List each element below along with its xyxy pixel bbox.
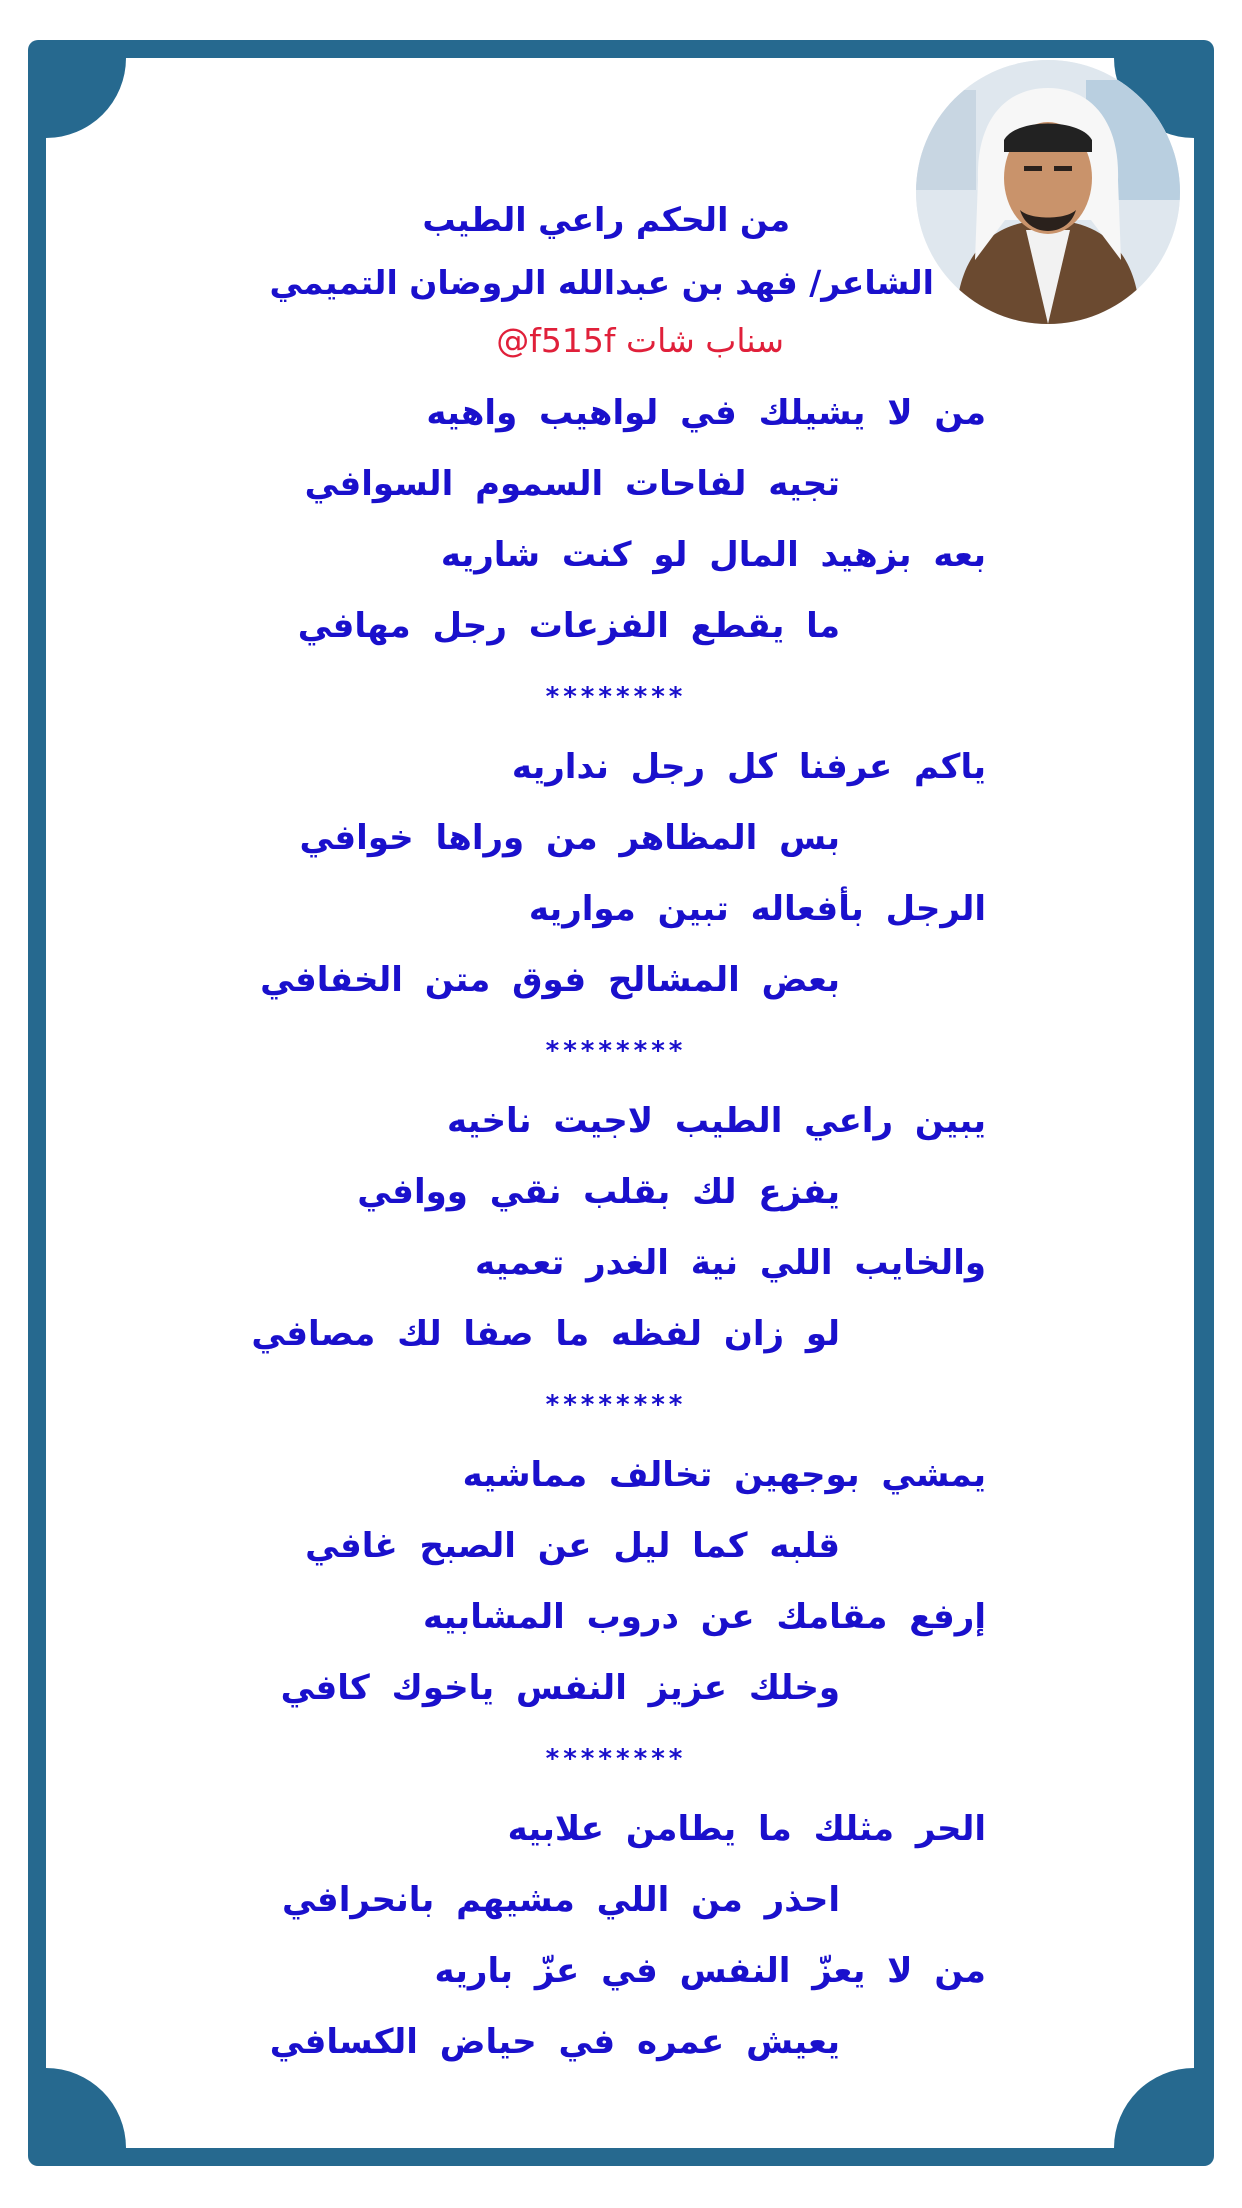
verse-line: والخايب اللي نية الغدر تعميه bbox=[475, 1243, 986, 1283]
verse-line: يمشي بوجهين تخالف مماشيه bbox=[462, 1455, 986, 1495]
stanza-separator bbox=[0, 667, 1242, 737]
verse-line: إرفع مقامك عن دروب المشابيه bbox=[422, 1597, 986, 1637]
verse-line: بعض المشالح فوق متن الخفافي bbox=[260, 960, 840, 1000]
verse-line: يبين راعي الطيب لاجيت ناخيه bbox=[447, 1101, 986, 1141]
stanza-separator bbox=[0, 1375, 1242, 1445]
verse-line: وخلك عزيز النفس ياخوك كافي bbox=[280, 1668, 840, 1708]
poem-title: من الحكم راعي الطيب bbox=[422, 200, 790, 239]
verse-line: ما يقطع الفزعات رجل مهافي bbox=[297, 606, 840, 646]
verse-line: لو زان لفظه ما صفا لك مصافي bbox=[251, 1314, 840, 1354]
verse-line: ياكم عرفنا كل رجل نداريه bbox=[511, 747, 986, 787]
poem-body bbox=[0, 383, 1242, 2083]
stanza bbox=[0, 383, 1242, 667]
stanza bbox=[0, 737, 1242, 1021]
separator-stars: ******** bbox=[545, 682, 687, 712]
verse-line: احذر من اللي مشيهم بانحرافي bbox=[282, 1880, 840, 1920]
poet-avatar bbox=[916, 60, 1180, 324]
poet-name: الشاعر/ فهد بن عبدالله الروضان التميمي bbox=[269, 263, 934, 302]
separator-stars: ******** bbox=[545, 1390, 687, 1420]
snapchat-handle: سناب شات f515f@ bbox=[496, 321, 784, 360]
verse-line: تجيه لفاحات السموم السوافي bbox=[304, 464, 840, 504]
stanza bbox=[0, 1091, 1242, 1375]
verse-line: بس المظاهر من وراها خوافي bbox=[299, 818, 840, 858]
verse-line: الحر مثلك ما يطامن علابيه bbox=[507, 1809, 986, 1849]
stanza-separator bbox=[0, 1729, 1242, 1799]
corner-decoration bbox=[46, 58, 126, 138]
verse-line: يعيش عمره في حياض الكسافي bbox=[269, 2022, 840, 2062]
verse-line: من لا يشيلك في لواهيب واهيه bbox=[426, 393, 986, 433]
verse-line: من لا يعزّ النفس في عزّ باريه bbox=[434, 1951, 986, 1991]
avatar-image bbox=[916, 60, 1180, 324]
stanza-separator bbox=[0, 1021, 1242, 1091]
verse-line: قلبه كما ليل عن الصبح غافي bbox=[305, 1526, 840, 1566]
verse-line: الرجل بأفعاله تبين مواريه bbox=[528, 889, 986, 929]
stanza bbox=[0, 1799, 1242, 2083]
verse-line: بعه بزهيد المال لو كنت شاريه bbox=[440, 535, 986, 575]
separator-stars: ******** bbox=[545, 1744, 687, 1774]
separator-stars: ******** bbox=[545, 1036, 687, 1066]
stanza bbox=[0, 1445, 1242, 1729]
verse-line: يفزع لك بقلب نقي ووافي bbox=[357, 1172, 840, 1212]
